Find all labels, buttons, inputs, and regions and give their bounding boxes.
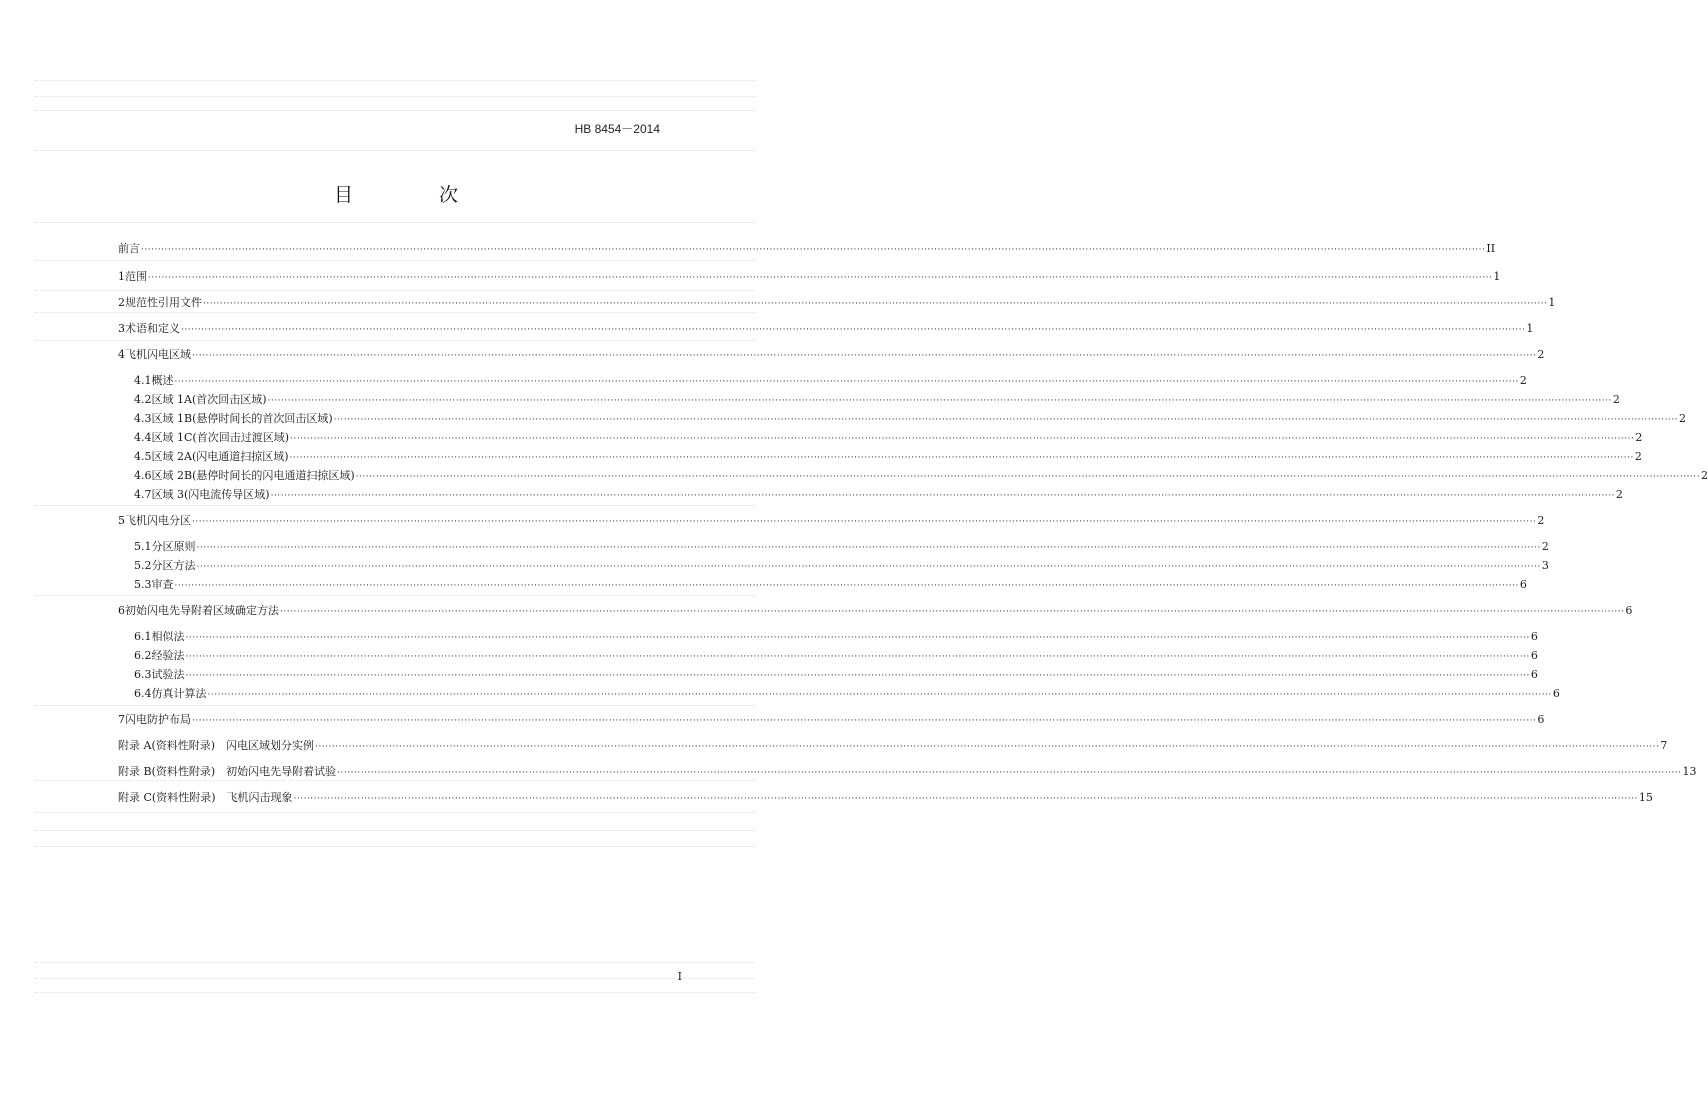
- toc-entry-label: 附录 A(资料性附录) 闪电区域划分实例: [118, 739, 315, 752]
- toc-leader-dots: ················································································································································································································································································································································································································: [141, 245, 1486, 255]
- toc-leader-dots: ················································································································································································································································································································································································································: [280, 607, 1625, 617]
- toc-entry-label: 概述: [151, 374, 174, 387]
- toc-entry[interactable]: [134, 628, 1538, 644]
- toc-entry[interactable]: [134, 391, 1620, 407]
- toc-entry-label: 附录 C(资料性附录) 飞机闪击现象: [118, 791, 293, 804]
- toc-entry[interactable]: [118, 240, 1496, 256]
- toc-entry-page: 6: [1552, 687, 1560, 700]
- toc-entry-number: 4: [118, 348, 125, 361]
- toc-entry-label: 区域 1B(悬停时间长的首次回击区域): [151, 412, 333, 425]
- page-number: I: [677, 970, 682, 983]
- toc-entry-label: 区域 2B(悬停时间长的闪电通道扫掠区域): [151, 469, 355, 482]
- toc-entry[interactable]: [118, 602, 1633, 618]
- toc-entry[interactable]: [118, 294, 1556, 310]
- toc-entry-label: 区域 2A(闪电通道扫掠区域): [151, 450, 289, 463]
- toc-entry-page: 6: [1530, 649, 1538, 662]
- toc-leader-dots: ················································································································································································································································································································································································································: [185, 633, 1530, 643]
- toc-leader-dots: ················································································································································································································································································································································································································: [185, 671, 1530, 681]
- toc-entry-number: 4.6: [134, 469, 152, 482]
- toc-entry[interactable]: [134, 429, 1643, 445]
- toc-entry-page: 2: [1701, 469, 1708, 482]
- toc-entry-label: 试验法: [151, 668, 185, 681]
- toc-leader-dots: ················································································································································································································································································································································································································: [196, 543, 1541, 553]
- toc-entry[interactable]: [134, 448, 1642, 464]
- toc-entry-number: 6.2: [134, 649, 152, 662]
- toc-entry[interactable]: [134, 685, 1560, 701]
- toc-entry-page: 6: [1537, 713, 1545, 726]
- toc-entry-label: 飞机闪电区域: [125, 348, 191, 361]
- toc-entry-label: 区域 1A(首次回击区域): [151, 393, 267, 406]
- toc-leader-dots: ················································································································································································································································································································································································································: [203, 299, 1548, 309]
- toc-entry-page: 2: [1635, 431, 1643, 444]
- toc-entry-page: 1: [1493, 270, 1501, 283]
- toc-entry[interactable]: [118, 763, 1697, 779]
- toc-entry-number: 6: [118, 604, 125, 617]
- toc-entry-page: 2: [1634, 450, 1642, 463]
- toc-leader-dots: ················································································································································································································································································································································································································: [293, 794, 1638, 804]
- toc-entry-number: 2: [118, 296, 125, 309]
- toc-leader-dots: ················································································································································································································································································································································································································: [315, 742, 1660, 752]
- toc-entry-page: 15: [1638, 791, 1653, 804]
- page-title: 目 次: [333, 184, 499, 206]
- toc-entry-page: II: [1486, 242, 1496, 255]
- toc-entry-number: 4.7: [134, 488, 152, 501]
- toc-entry[interactable]: [118, 711, 1545, 727]
- toc-entry-label: 分区方法: [151, 559, 196, 572]
- toc-entry[interactable]: [118, 737, 1668, 753]
- toc-leader-dots: ················································································································································································································································································································································································································: [270, 491, 1615, 501]
- toc-entry-page: 6: [1530, 630, 1538, 643]
- toc-entry-number: 3: [118, 322, 125, 335]
- toc-leader-dots: ················································································································································································································································································································································································································: [267, 396, 1612, 406]
- toc-leader-dots: ················································································································································································································································································································································································································: [192, 716, 1537, 726]
- toc-leader-dots: ················································································································································································································································································································································································································: [192, 517, 1537, 527]
- toc-entry-label: 区域 1C(首次回击过渡区域): [151, 431, 289, 444]
- toc-entry-number: 5: [118, 514, 125, 527]
- toc-entry[interactable]: [134, 647, 1538, 663]
- toc-leader-dots: ················································································································································································································································································································································································································: [192, 351, 1537, 361]
- toc-entry-number: 6.1: [134, 630, 152, 643]
- toc-entry-label: 初始闪电先导附着区域确定方法: [125, 604, 279, 617]
- toc-leader-dots: ················································································································································································································································································································································································································: [333, 415, 1679, 425]
- toc-entry-page: 2: [1541, 540, 1549, 553]
- toc-entry-page: 2: [1679, 412, 1687, 425]
- toc-entry-label: 术语和定义: [125, 322, 180, 335]
- toc-entry[interactable]: [118, 268, 1501, 284]
- toc-entry-page: 1: [1548, 296, 1556, 309]
- toc-entry-page: 1: [1526, 322, 1534, 335]
- toc-entry-number: 6.4: [134, 687, 152, 700]
- toc-entry[interactable]: [118, 512, 1545, 528]
- toc-entry-label: 区域 3(闪电流传导区域): [151, 488, 270, 501]
- toc-entry[interactable]: [118, 789, 1653, 805]
- toc-entry-label: 规范性引用文件: [125, 296, 202, 309]
- toc-entry-page: 2: [1537, 348, 1545, 361]
- toc-entry-number: 4.4: [134, 431, 152, 444]
- toc-leader-dots: ················································································································································································································································································································································································································: [290, 434, 1635, 444]
- toc-entry-number: 4.1: [134, 374, 152, 387]
- toc-leader-dots: ················································································································································································································································································································································································································: [355, 472, 1701, 482]
- toc-entry-page: 6: [1519, 578, 1527, 591]
- toc-entry-label: 飞机闪电分区: [125, 514, 191, 527]
- toc-entry-number: 7: [118, 713, 125, 726]
- toc-entry-page: 2: [1519, 374, 1527, 387]
- toc-leader-dots: ················································································································································································································································································································································································································: [196, 562, 1541, 572]
- toc-leader-dots: ················································································································································································································································································································································································································: [181, 325, 1526, 335]
- toc-entry-label: 审查: [151, 578, 174, 591]
- toc-entry-page: 13: [1682, 765, 1697, 778]
- toc-entry[interactable]: [134, 410, 1687, 426]
- toc-entry-label: 附录 B(资料性附录) 初始闪电先导附着试验: [118, 765, 337, 778]
- toc-entry-number: 4.5: [134, 450, 152, 463]
- toc-leader-dots: ················································································································································································································································································································································································································: [148, 273, 1493, 283]
- toc-entry[interactable]: [118, 320, 1534, 336]
- toc-leader-dots: ················································································································································································································································································································································································································: [337, 768, 1682, 778]
- toc-entry-number: 5.2: [134, 559, 152, 572]
- toc-entry-page: 2: [1615, 488, 1623, 501]
- toc-leader-dots: ················································································································································································································································································································································································································: [185, 652, 1530, 662]
- standard-code: HB 8454－2014: [574, 122, 660, 136]
- toc-entry-page: 7: [1660, 739, 1668, 752]
- toc-leader-dots: ················································································································································································································································································································································································································: [207, 690, 1552, 700]
- toc-entry[interactable]: [134, 467, 1708, 483]
- toc-entry-label: 前言: [118, 242, 140, 255]
- toc-entry-page: 3: [1541, 559, 1549, 572]
- toc-entry[interactable]: [134, 372, 1527, 388]
- toc-entry-page: 6: [1625, 604, 1633, 617]
- toc-entry[interactable]: [134, 557, 1549, 573]
- toc-leader-dots: ················································································································································································································································································································································································································: [289, 453, 1634, 463]
- toc-entry-page: 2: [1612, 393, 1620, 406]
- toc-entry-page: 2: [1537, 514, 1545, 527]
- toc-entry[interactable]: [134, 666, 1538, 682]
- toc-entry-label: 相似法: [151, 630, 185, 643]
- toc-entry-page: 6: [1530, 668, 1538, 681]
- toc-entry-label: 仿真计算法: [151, 687, 207, 700]
- toc-entry-label: 范围: [125, 270, 147, 283]
- toc-entry[interactable]: [118, 346, 1545, 362]
- toc-entry-number: 4.3: [134, 412, 152, 425]
- toc-entry-label: 分区原则: [151, 540, 196, 553]
- toc-entry-number: 5.3: [134, 578, 152, 591]
- toc-entry-number: 6.3: [134, 668, 152, 681]
- toc-entry[interactable]: [134, 576, 1527, 592]
- toc-entry[interactable]: [134, 538, 1549, 554]
- toc-entry-label: 闪电防护布局: [125, 713, 191, 726]
- toc-entry-number: 4.2: [134, 393, 152, 406]
- toc-entry-number: 1: [118, 270, 125, 283]
- toc-entry-number: 5.1: [134, 540, 152, 553]
- toc-entry-label: 经验法: [151, 649, 185, 662]
- toc-leader-dots: ················································································································································································································································································································································································································: [174, 581, 1519, 591]
- toc-entry[interactable]: [134, 486, 1623, 502]
- toc-leader-dots: ················································································································································································································································································································································································································: [174, 377, 1519, 387]
